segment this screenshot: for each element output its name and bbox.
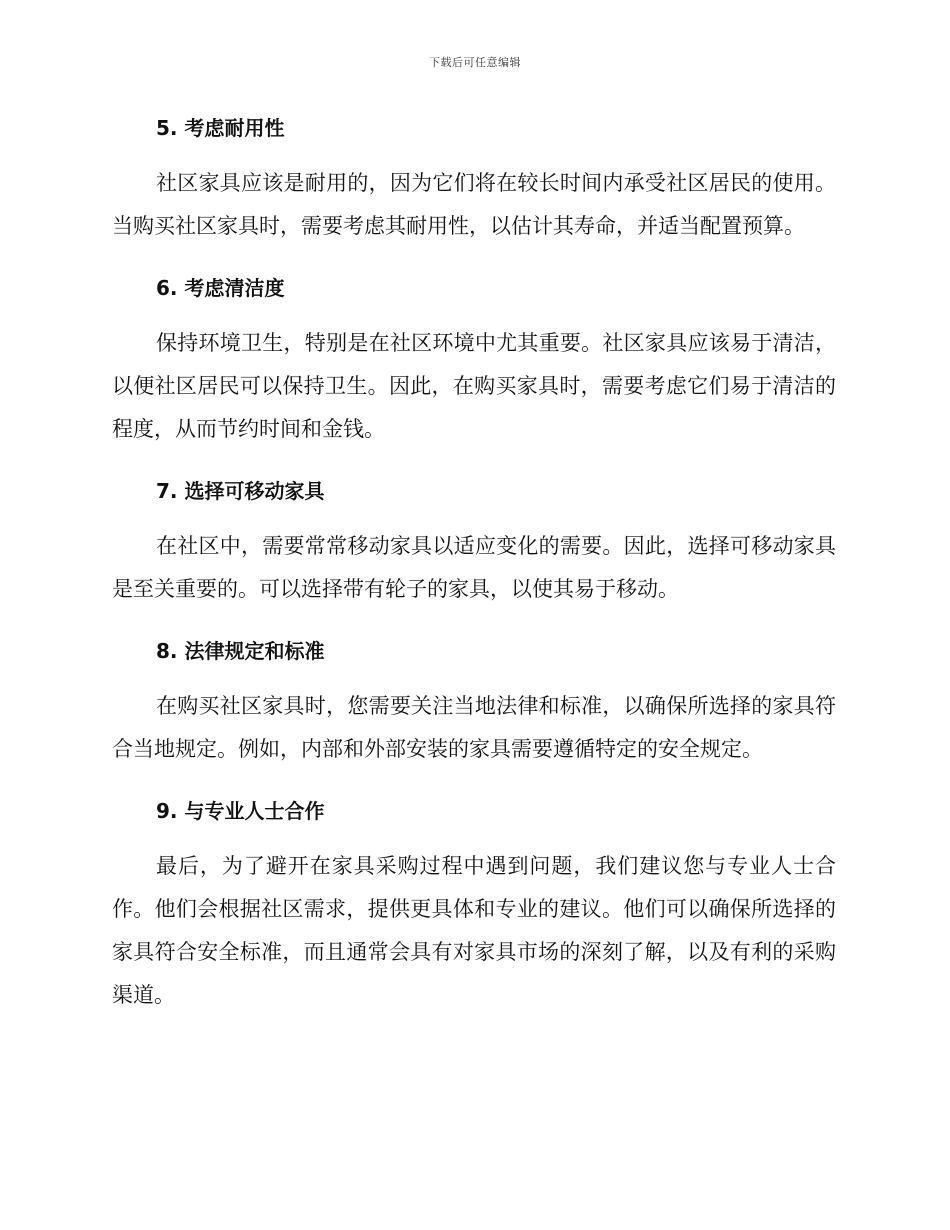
section-heading: 9. 与专业人士合作 [156,799,325,823]
section-heading: 7. 选择可移动家具 [156,479,325,503]
section-professionals [112,791,836,1017]
section-heading: 5. 考虑耐用性 [156,116,285,140]
section-paragraph: 社区家具应该是耐用的，因为它们将在较长时间内承受社区居民的使用。当购买社区家具时，需要考虑其耐用性，以估计其寿命，并适当配置预算。 [112,171,836,238]
section-heading: 6. 考虑清洁度 [156,276,285,300]
page-header: 下载后可任意编辑 [429,56,521,69]
section-heading: 8. 法律规定和标准 [156,639,325,663]
section-paragraph: 保持环境卫生，特别是在社区环境中尤其重要。社区家具应该易于清洁，以便社区居民可以保持卫生。因此，在购买家具时，需要考虑它们易于清洁的程度，从而节约时间和金钱。 [112,331,836,441]
section-paragraph: 在社区中，需要常常移动家具以适应变化的需要。因此，选择可移动家具是至关重要的。可以选择带有轮子的家具，以使其易于移动。 [112,534,836,601]
section-cleanliness [112,268,836,451]
section-regulations [112,631,836,771]
section-paragraph: 最后，为了避开在家具采购过程中遇到问题，我们建议您与专业人士合作。他们会根据社区需求，提供更具体和专业的建议。他们可以确保所选择的家具符合安全标准，而且通常会具有对家具市场的深刻了解，以及有利的采购渠道。 [112,854,836,1007]
document-content [112,108,836,1037]
section-paragraph: 在购买社区家具时，您需要关注当地法律和标准，以确保所选择的家具符合当地规定。例如，内部和外部安装的家具需要遵循特定的安全规定。 [112,694,836,761]
section-durability [112,108,836,248]
section-movable-furniture [112,471,836,611]
